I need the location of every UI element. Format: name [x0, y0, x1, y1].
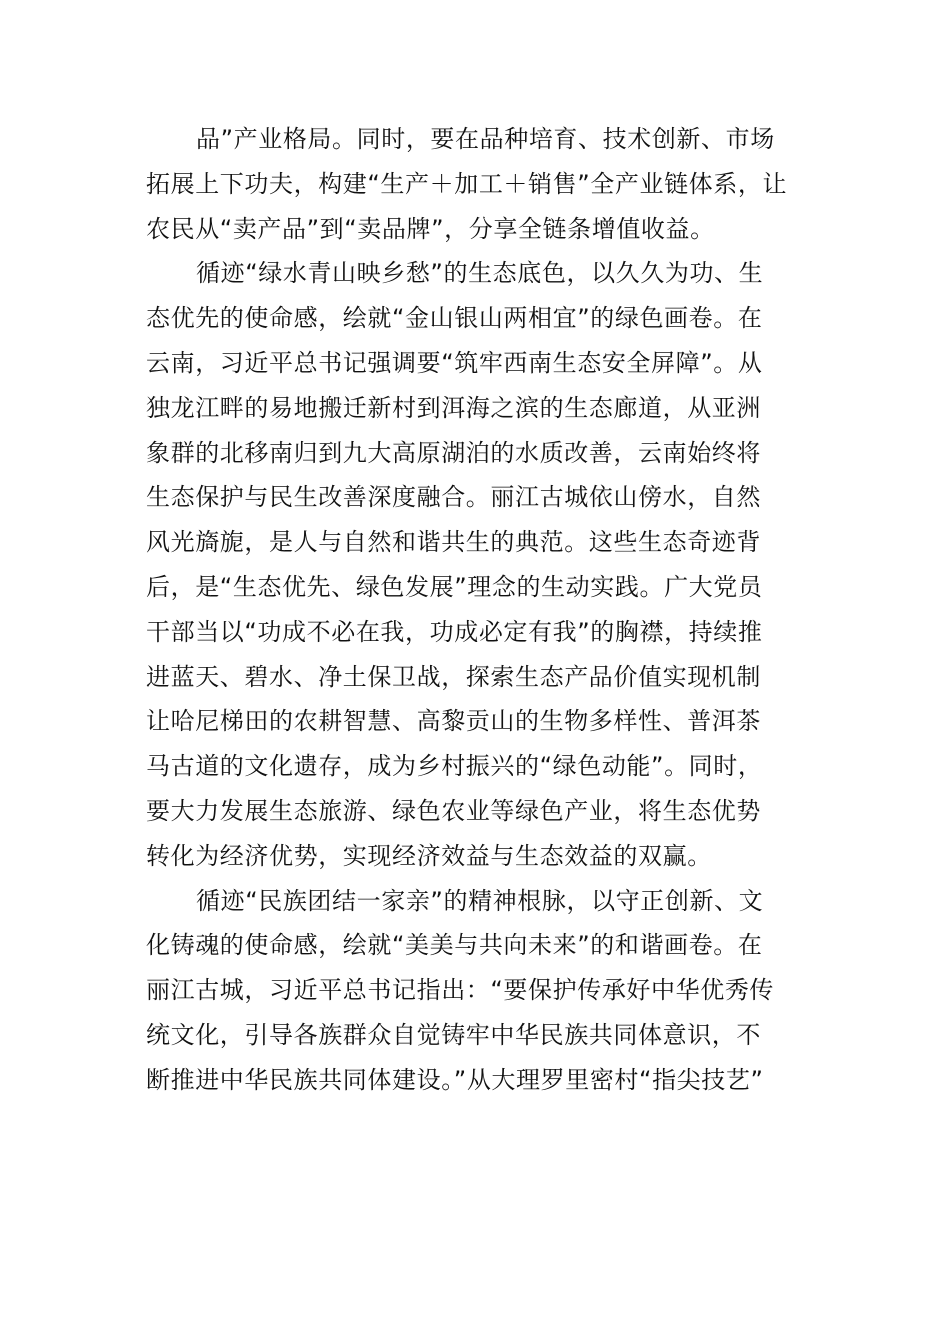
- text-line: 转化为经济优势，实现经济效益与生态效益的双赢。: [146, 841, 712, 870]
- text-line: 独龙江畔的易地搬迁新村到洱海之滨的生态廊道，从亚洲: [146, 393, 761, 422]
- text-line: 农民从“卖产品”到“卖品牌”，分享全链条增值收益。: [146, 214, 715, 243]
- text-line: 要大力发展生态旅游、绿色农业等绿色产业，将生态优势: [146, 796, 761, 825]
- text-line: 循迹“民族团结一家亲”的精神根脉，以守正创新、文: [196, 886, 764, 915]
- text-line: 生态保护与民生改善深度融合。丽江古城依山傍水，自然: [146, 483, 761, 512]
- text-line: 象群的北移南归到九大高原湖泊的水质改善，云南始终将: [146, 438, 761, 467]
- text-line: 态优先的使命感，绘就“金山银山两相宜”的绿色画卷。在: [146, 304, 763, 333]
- text-line: 后，是“生态优先、绿色发展”理念的生动实践。广大党员: [146, 572, 763, 601]
- text-line: 拓展上下功夫，构建“生产＋加工＋销售”全产业链体系，让: [146, 169, 788, 198]
- text-line: 风光旖旎，是人与自然和谐共生的典范。这些生态奇迹背: [146, 528, 761, 557]
- text-line: 品”产业格局。同时，要在品种培育、技术创新、市场: [196, 125, 775, 153]
- text-line: 化铸魂的使命感，绘就“美美与共向未来”的和谐画卷。在: [146, 931, 763, 960]
- body-text: [146, 117, 816, 1103]
- text-line: 循迹“绿水青山映乡愁”的生态底色，以久久为功、生: [196, 259, 764, 288]
- text-line: 马古道的文化遗存，成为乡村振兴的“绿色动能”。同时，: [146, 752, 763, 781]
- text-line: 丽江古城，习近平总书记指出：“要保护传承好中华优秀传: [146, 976, 775, 1005]
- text-line: 断推进中华民族共同体建设。”从大理罗里密村“指尖技艺”: [146, 1065, 764, 1094]
- text-line: 统文化，引导各族群众自觉铸牢中华民族共同体意识，不: [146, 1020, 761, 1049]
- text-line: 进蓝天、碧水、净土保卫战，探索生态产品价值实现机制: [146, 662, 761, 691]
- text-line: 干部当以“功成不必在我，功成必定有我”的胸襟，持续推: [146, 617, 763, 646]
- text-line: 云南，习近平总书记强调要“筑牢西南生态安全屏障”。从: [146, 348, 763, 377]
- text-line: 让哈尼梯田的农耕智慧、高黎贡山的生物多样性、普洱茶: [146, 707, 761, 736]
